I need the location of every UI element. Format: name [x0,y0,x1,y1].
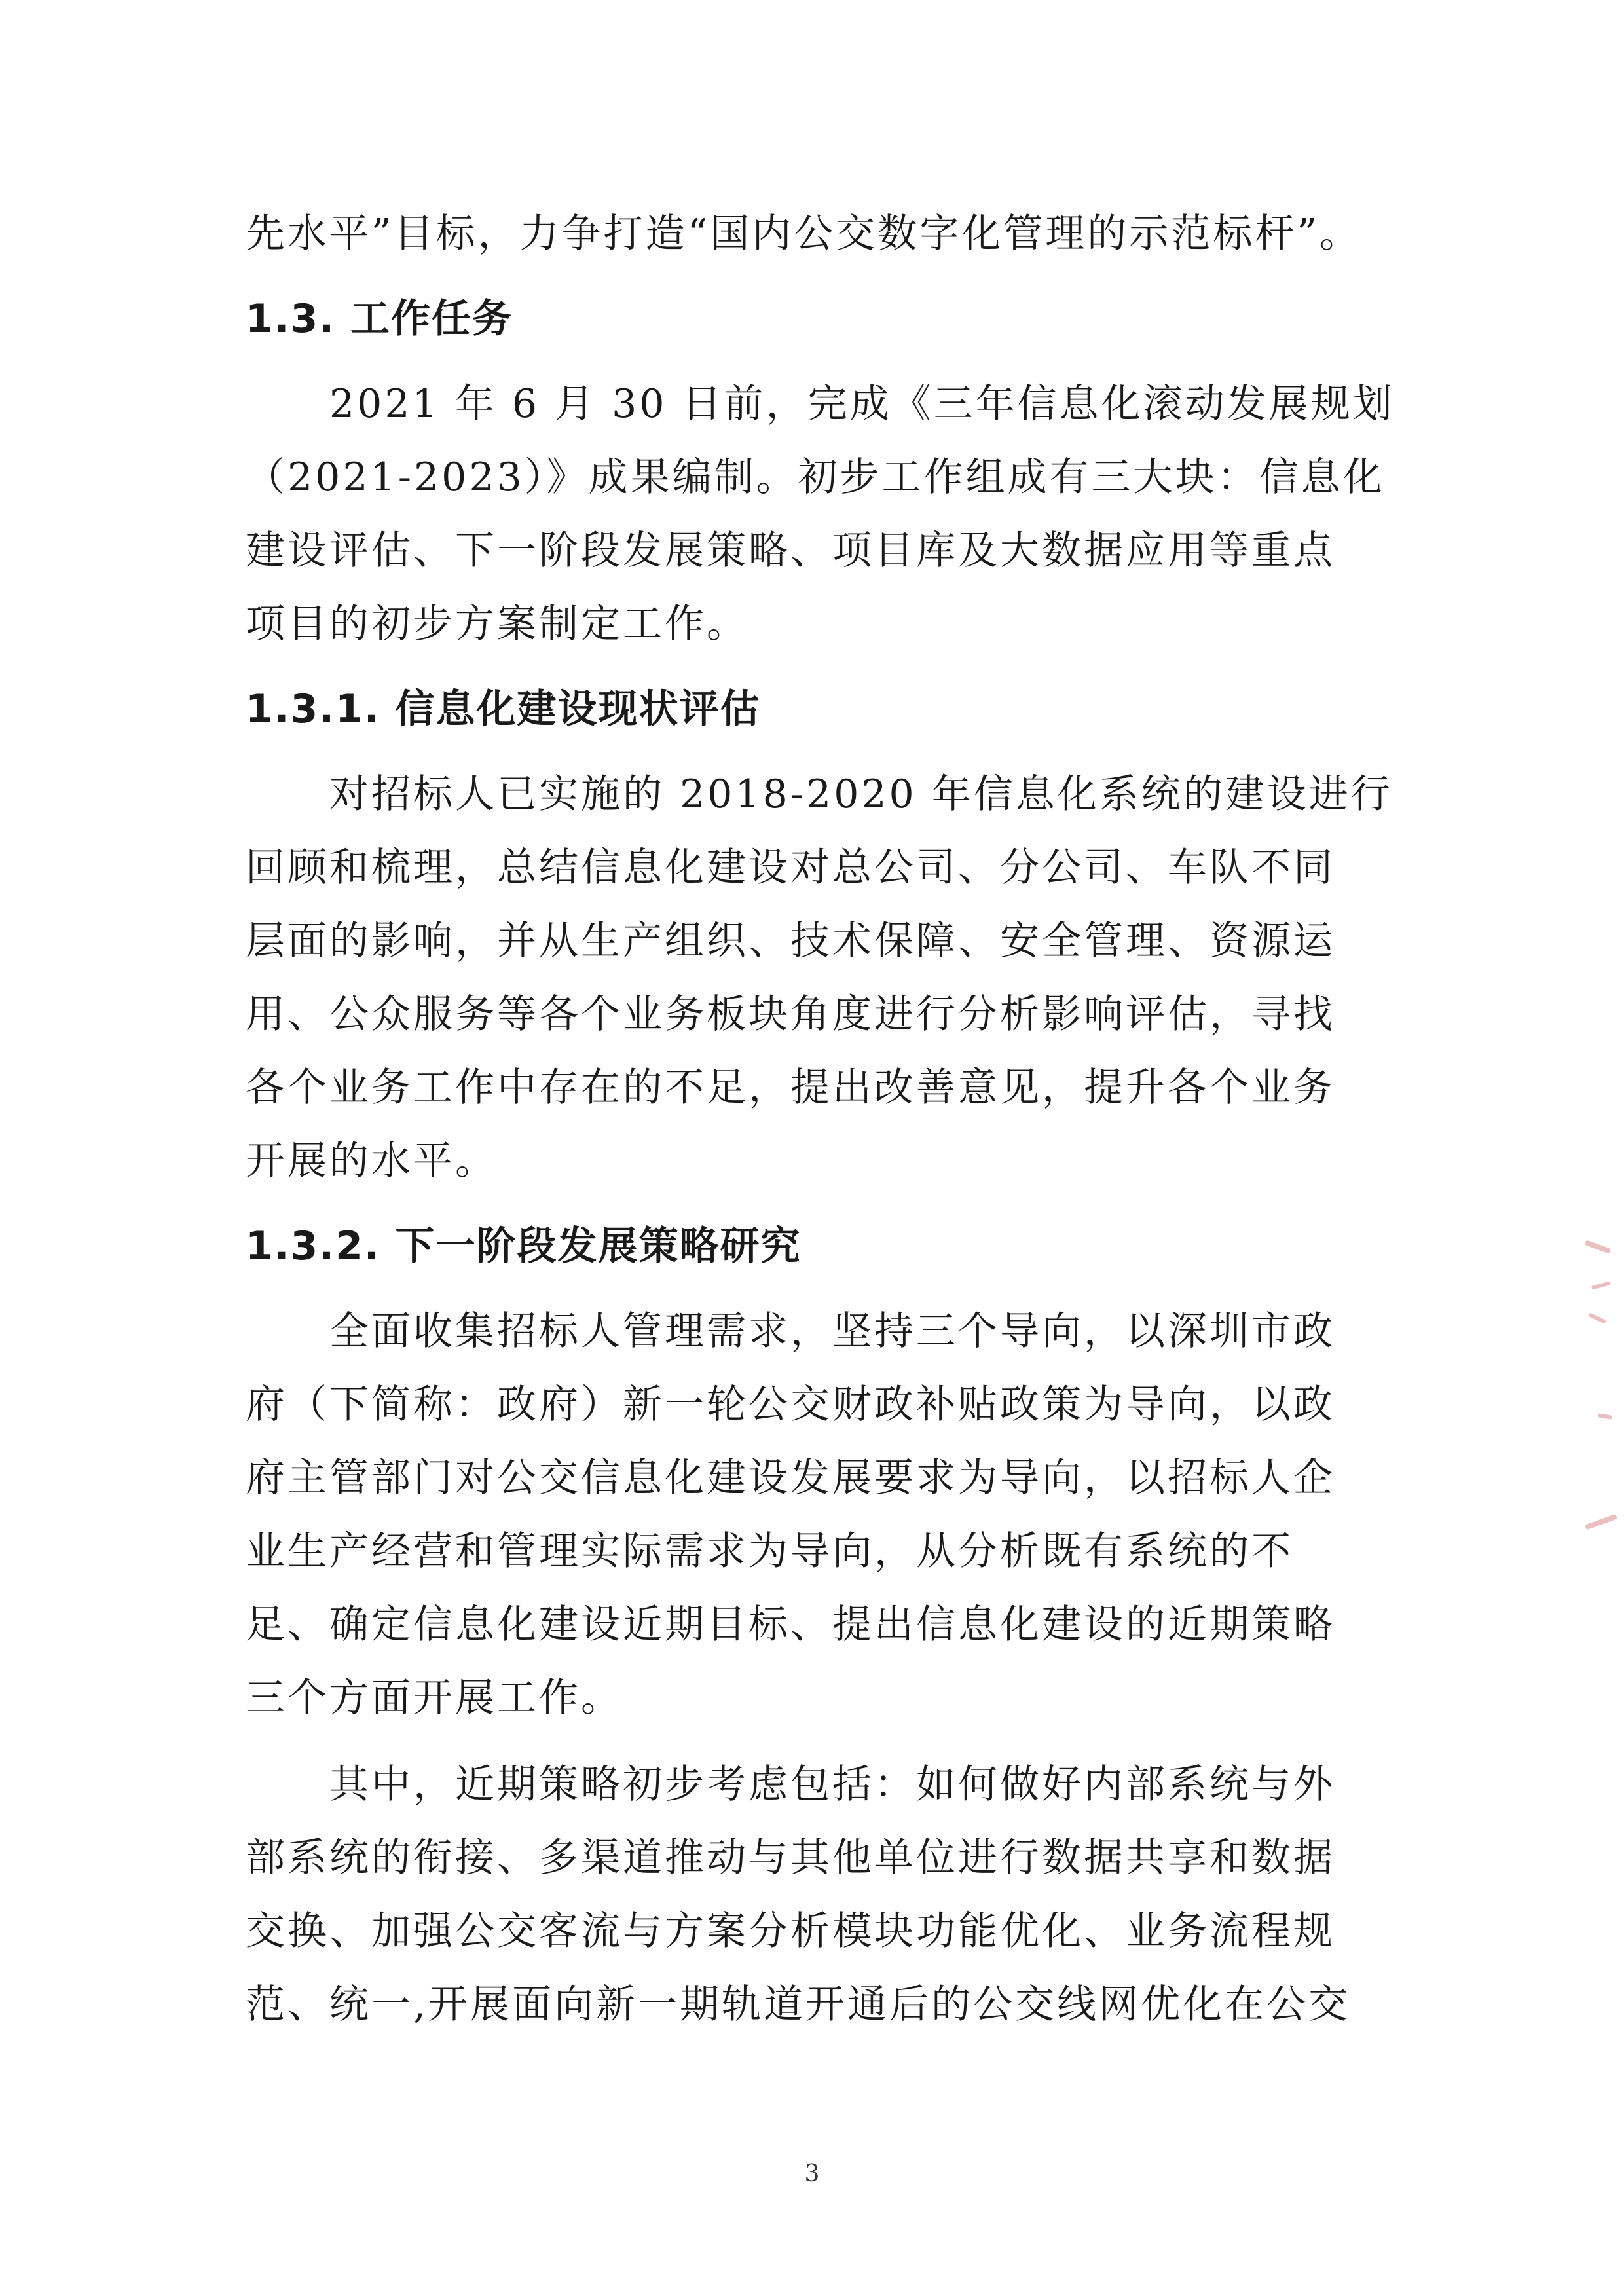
section-heading-1-3: 1.3. 工作任务 [246,296,513,342]
text-line: 范、统一,开展面向新一期轨道开通后的公交线网优化在公交 [246,1982,1351,2027]
text-line: 2021 年 6 月 30 日前，完成《三年信息化滚动发展规划 [329,381,1395,427]
text-line: 交换、加强公交客流与方案分析模块功能优化、业务流程规 [246,1908,1335,1954]
text-line: 三个方面开展工作。 [246,1675,623,1721]
text-line: 层面的影响，并从生产组织、技术保障、安全管理、资源运 [246,918,1335,964]
text-line: 府（下简称：政府）新一轮公交财政补贴政策为导向，以政 [246,1382,1335,1428]
text-line: 项目的初步方案制定工作。 [246,601,748,647]
text-line: 回顾和梳理，总结信息化建设对总公司、分公司、车队不同 [246,845,1335,891]
text-line: 其中，近期策略初步考虑包括：如何做好内部系统与外 [329,1762,1335,1807]
text-line: 各个业务工作中存在的不足，提出改善意见，提升各个业务 [246,1065,1335,1111]
text-line: 先水平”目标，力争打造“国内公交数字化管理的示范标杆”。 [246,211,1362,257]
text-line: 建设评估、下一阶段发展策略、项目库及大数据应用等重点 [246,528,1335,574]
text-line: 足、确定信息化建设近期目标、提出信息化建设的近期策略 [246,1602,1335,1648]
text-line: （2021-2023）》成果编制。初步工作组成有三大块：信息化 [246,454,1385,500]
text-line: 府主管部门对公交信息化建设发展要求为导向，以招标人企 [246,1455,1335,1501]
section-heading-1-3-2: 1.3.2. 下一阶段发展策略研究 [246,1223,802,1269]
text-line: 开展的水平。 [246,1138,497,1184]
text-line: 对招标人已实施的 2018-2020 年信息化系统的建设进行 [329,771,1393,817]
text-line: 用、公众服务等各个业务板块角度进行分析影响评估，寻找 [246,991,1335,1037]
text-line: 全面收集招标人管理需求，坚持三个导向，以深圳市政 [329,1308,1335,1354]
page-number: 3 [804,2160,820,2187]
text-line: 部系统的衔接、多渠道推动与其他单位进行数据共享和数据 [246,1835,1335,1881]
section-heading-1-3-1: 1.3.1. 信息化建设现状评估 [246,686,761,732]
text-line: 业生产经营和管理实际需求为导向，从分析既有系统的不 [246,1528,1293,1574]
